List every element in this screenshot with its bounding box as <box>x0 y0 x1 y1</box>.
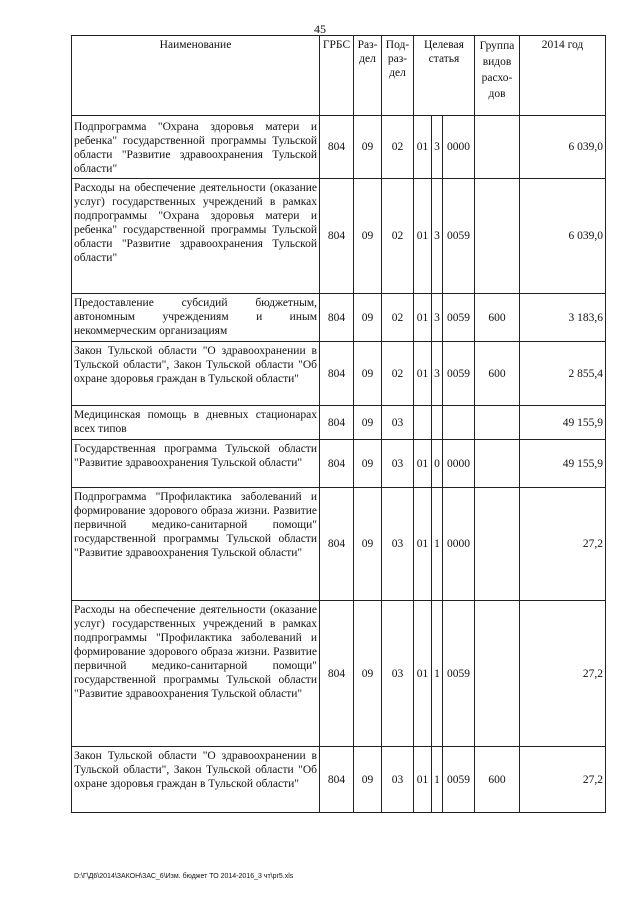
row-cs-subprogram: 3 <box>432 179 443 294</box>
row-razdel: 09 <box>354 601 382 747</box>
row-vr <box>475 116 520 179</box>
row-name: Предоставление субсидий бюджетным, автономным учреждениям и иным некоммерческим организациям <box>72 294 320 342</box>
row-vr <box>475 406 520 440</box>
row-vr <box>475 601 520 747</box>
header-podrazdel-text: Под- раз- дел <box>385 39 410 79</box>
row-razdel: 09 <box>354 406 382 440</box>
header-tselevaya-text: Целевая статья <box>424 39 464 65</box>
table-row <box>72 440 606 488</box>
row-cs-direction: 0059 <box>443 179 475 294</box>
header-gruppa <box>475 36 520 116</box>
row-grbs: 804 <box>320 406 354 440</box>
table-row <box>72 179 606 294</box>
row-amount: 27,2 <box>520 601 606 747</box>
row-cs-direction: 0000 <box>443 440 475 488</box>
row-amount: 27,2 <box>520 488 606 601</box>
row-razdel: 09 <box>354 116 382 179</box>
row-cs-subprogram: 3 <box>432 294 443 342</box>
row-grbs: 804 <box>320 747 354 813</box>
row-podrazdel: 03 <box>382 406 414 440</box>
row-razdel: 09 <box>354 179 382 294</box>
row-podrazdel: 03 <box>382 601 414 747</box>
header-gruppa-text: Группа видов расхо- дов <box>479 40 515 100</box>
row-vr: 600 <box>475 294 520 342</box>
row-vr: 600 <box>475 747 520 813</box>
row-name: Расходы на обеспечение деятельности (оказание услуг) государственных учреждений в рамках подпрограммы "Профилактика заболеваний и формирование здорового образа жизни. Развитие первичной медико-санитарной помощи" государственной программы Тульской области "Развитие здравоохранения Тульской области" <box>72 601 320 747</box>
row-name: Закон Тульской области "О здравоохранении в Тульской области", Закон Тульской области "Об охране здоровья граждан в Тульской области" <box>72 747 320 813</box>
table-row <box>72 747 606 813</box>
header-razdel <box>354 36 382 116</box>
header-podrazdel <box>382 36 414 116</box>
row-vr <box>475 440 520 488</box>
row-podrazdel: 03 <box>382 440 414 488</box>
header-year: 2014 год <box>520 36 606 116</box>
table-row <box>72 406 606 440</box>
row-cs-subprogram: 1 <box>432 488 443 601</box>
row-cs-program: 01 <box>414 294 432 342</box>
row-podrazdel: 03 <box>382 747 414 813</box>
row-cs-direction: 0059 <box>443 294 475 342</box>
row-amount: 27,2 <box>520 747 606 813</box>
row-cs-program: 01 <box>414 440 432 488</box>
row-grbs: 804 <box>320 440 354 488</box>
row-amount: 49 155,9 <box>520 406 606 440</box>
row-vr <box>475 179 520 294</box>
row-razdel: 09 <box>354 440 382 488</box>
row-name: Расходы на обеспечение деятельности (оказание услуг) государственных учреждений в рамках подпрограммы "Охрана здоровья матери и ребенка" государственной программы Тульской области "Развитие здравоохранения Тульской области" <box>72 179 320 294</box>
row-cs-subprogram: 1 <box>432 747 443 813</box>
row-cs-direction: 0000 <box>443 116 475 179</box>
row-podrazdel: 02 <box>382 116 414 179</box>
file-path-footer: D:\Г\Д6\2014\ЗАКОН\ЗАС_6\Изм. бюджет ТО 2014-2016_3 чт\pr5.xls <box>74 873 294 880</box>
row-podrazdel: 03 <box>382 488 414 601</box>
row-cs-subprogram: 3 <box>432 116 443 179</box>
table-row <box>72 488 606 601</box>
row-podrazdel: 02 <box>382 294 414 342</box>
table-header-row <box>72 36 606 116</box>
row-vr: 600 <box>475 342 520 406</box>
row-cs-program: 01 <box>414 601 432 747</box>
row-grbs: 804 <box>320 116 354 179</box>
row-cs-program: 01 <box>414 488 432 601</box>
row-razdel: 09 <box>354 294 382 342</box>
row-amount: 3 183,6 <box>520 294 606 342</box>
row-amount: 6 039,0 <box>520 179 606 294</box>
row-vr <box>475 488 520 601</box>
row-cs-subprogram: 0 <box>432 440 443 488</box>
row-grbs: 804 <box>320 488 354 601</box>
row-cs-direction: 0059 <box>443 747 475 813</box>
row-name: Государственная программа Тульской области "Развитие здравоохранения Тульской области" <box>72 440 320 488</box>
table-row <box>72 342 606 406</box>
row-name: Медицинская помощь в дневных стационарах всех типов <box>72 406 320 440</box>
row-grbs: 804 <box>320 294 354 342</box>
row-razdel: 09 <box>354 488 382 601</box>
row-cs-direction: 0059 <box>443 601 475 747</box>
row-cs-program <box>414 406 432 440</box>
row-grbs: 804 <box>320 179 354 294</box>
header-name: Наименование <box>72 36 320 116</box>
row-cs-program: 01 <box>414 116 432 179</box>
row-razdel: 09 <box>354 747 382 813</box>
row-cs-direction: 0000 <box>443 488 475 601</box>
row-name: Подпрограмма "Профилактика заболеваний и формирование здорового образа жизни. Развитие первичной медико-санитарной помощи" государственной программы Тульской области "Развитие здравоохранения Тульской области" <box>72 488 320 601</box>
table-row <box>72 116 606 179</box>
row-cs-subprogram: 1 <box>432 601 443 747</box>
budget-table <box>71 35 606 813</box>
header-grbs: ГРБС <box>320 36 354 116</box>
row-podrazdel: 02 <box>382 179 414 294</box>
row-amount: 49 155,9 <box>520 440 606 488</box>
page-number: 45 <box>314 22 326 36</box>
table-row <box>72 294 606 342</box>
row-razdel: 09 <box>354 342 382 406</box>
row-grbs: 804 <box>320 342 354 406</box>
row-podrazdel: 02 <box>382 342 414 406</box>
header-razdel-text: Раз- дел <box>357 39 378 65</box>
row-grbs: 804 <box>320 601 354 747</box>
row-name: Подпрограмма "Охрана здоровья матери и ребенка" государственной программы Тульской области "Развитие здравоохранения Тульской области" <box>72 116 320 179</box>
row-cs-program: 01 <box>414 747 432 813</box>
row-cs-program: 01 <box>414 179 432 294</box>
row-amount: 6 039,0 <box>520 116 606 179</box>
row-name: Закон Тульской области "О здравоохранении в Тульской области", Закон Тульской области "Об охране здоровья граждан в Тульской области" <box>72 342 320 406</box>
table-row <box>72 601 606 747</box>
row-cs-subprogram: 3 <box>432 342 443 406</box>
header-tselevaya <box>414 36 475 116</box>
row-cs-subprogram <box>432 406 443 440</box>
row-amount: 2 855,4 <box>520 342 606 406</box>
row-cs-direction: 0059 <box>443 342 475 406</box>
row-cs-direction <box>443 406 475 440</box>
row-cs-program: 01 <box>414 342 432 406</box>
